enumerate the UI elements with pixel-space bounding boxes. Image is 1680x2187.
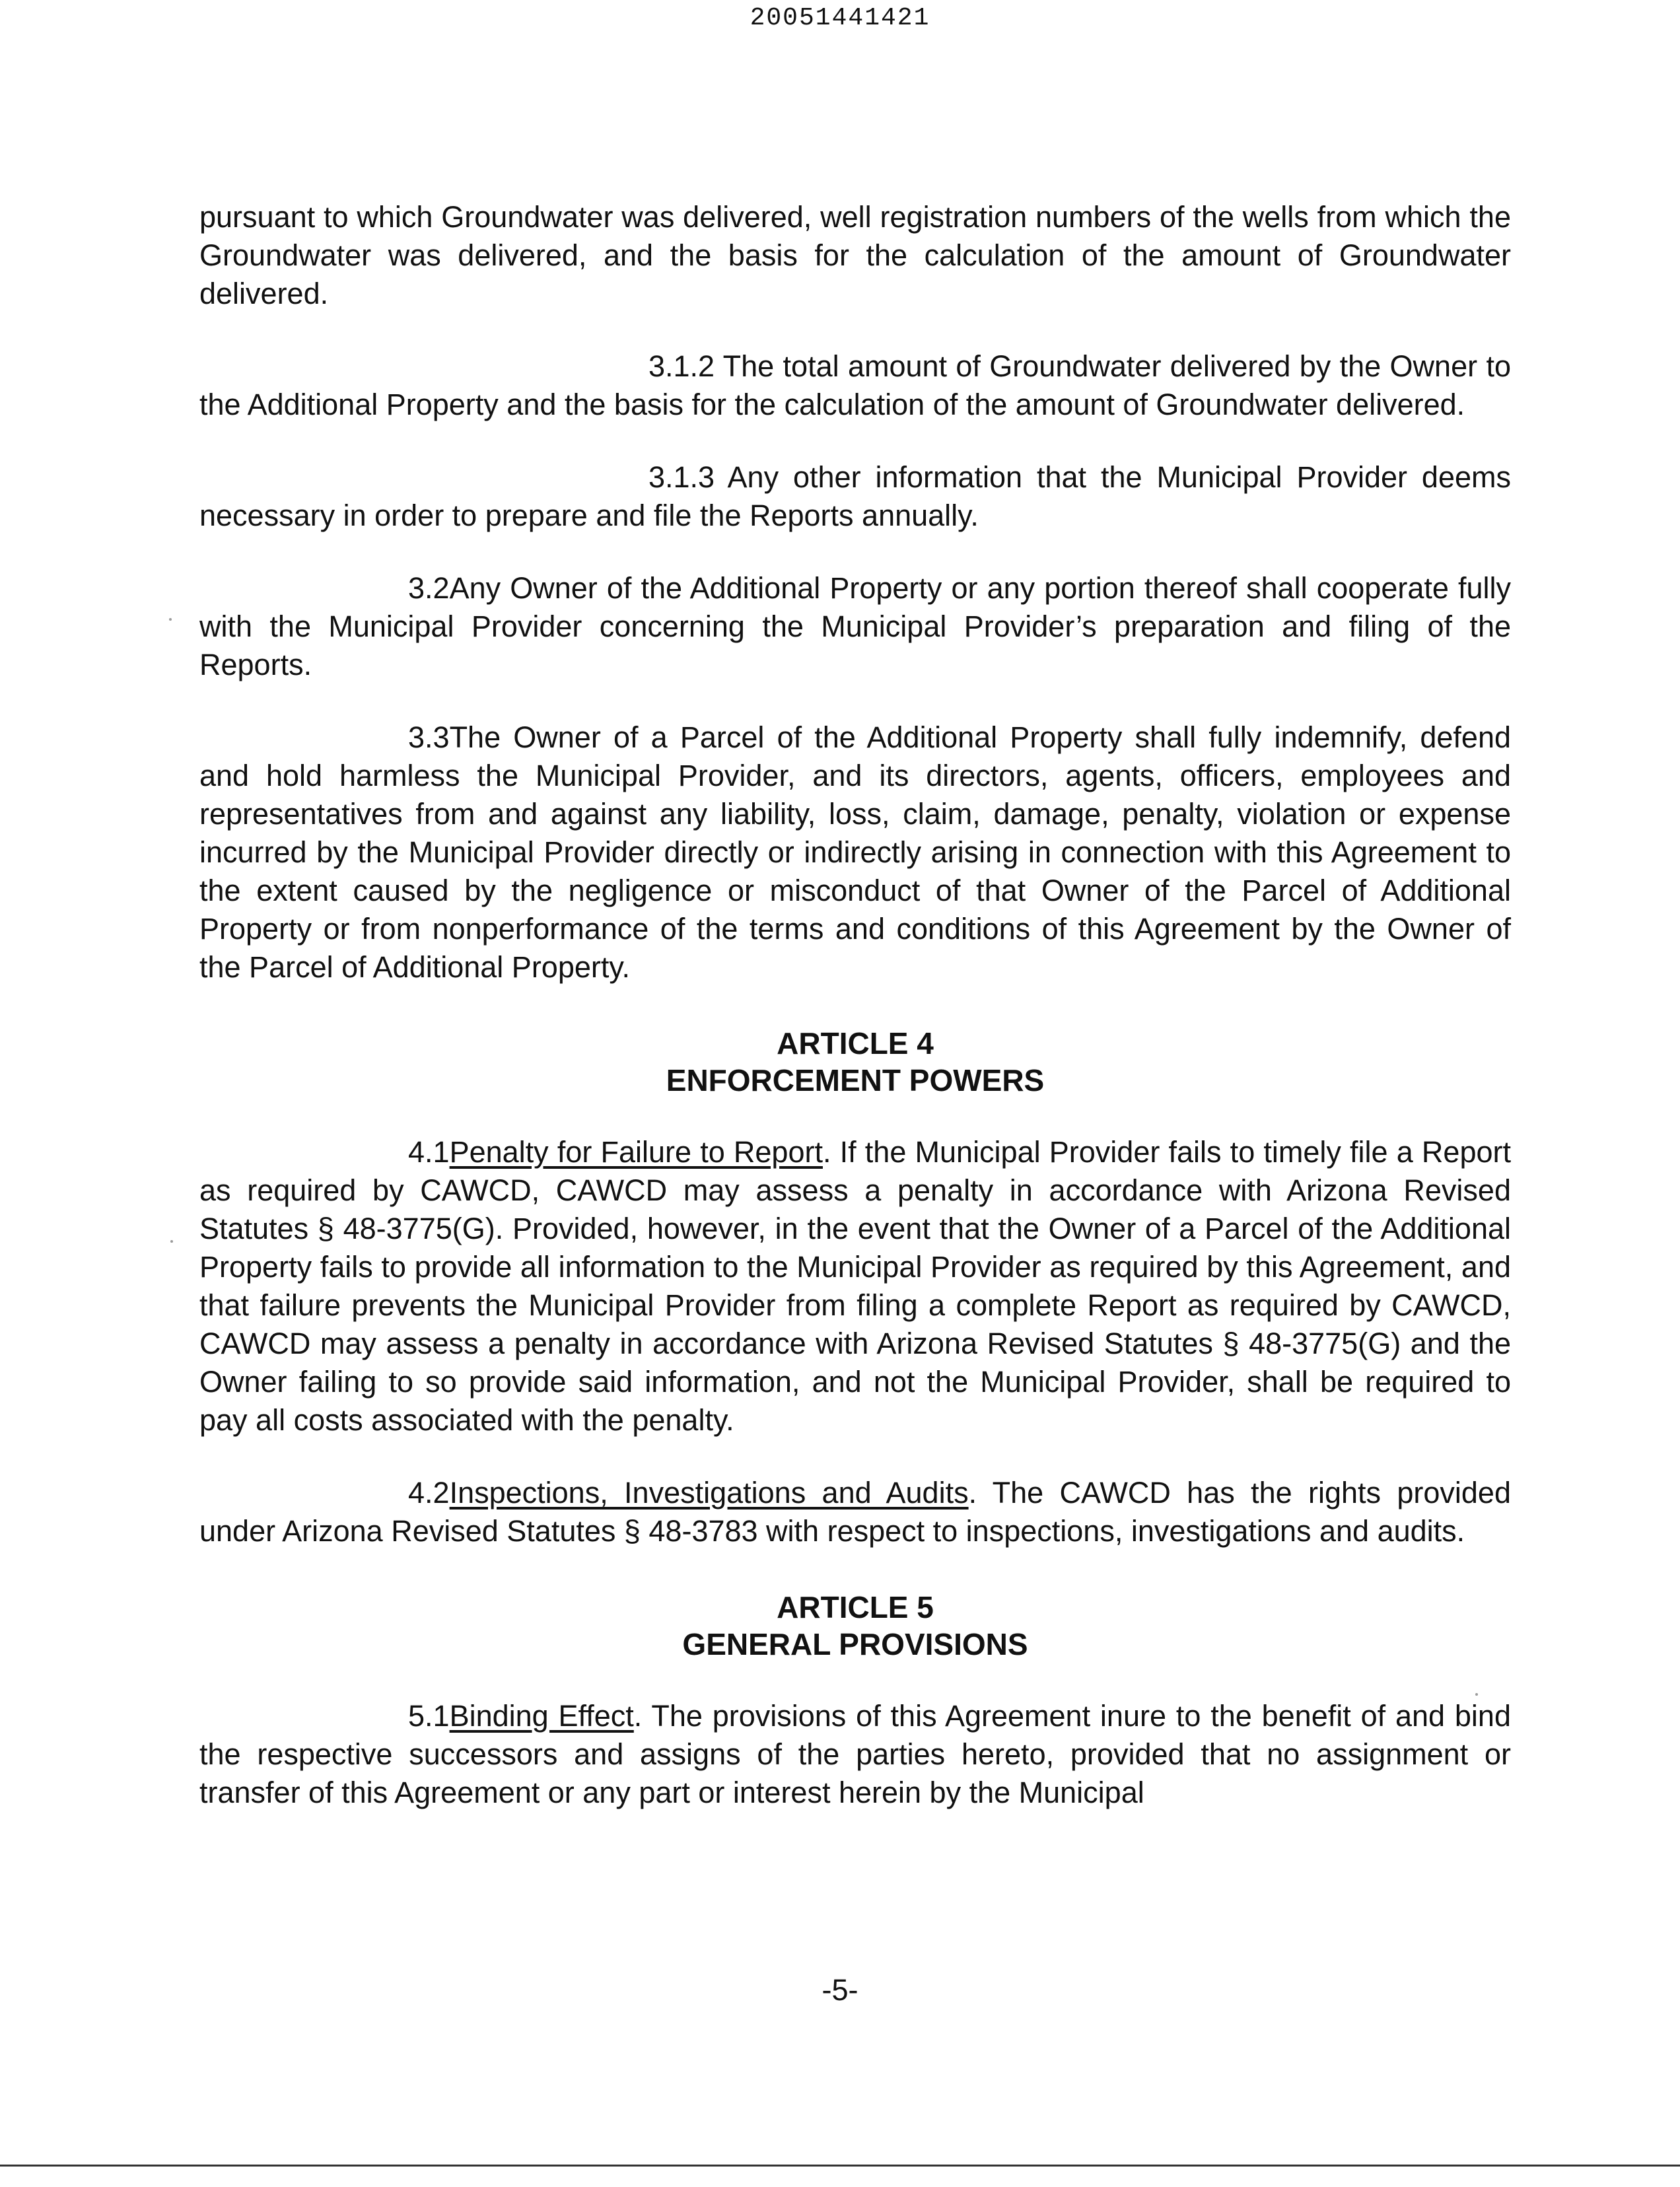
article-title: GENERAL PROVISIONS	[682, 1627, 1028, 1661]
paragraph-3-1-2	[199, 347, 1511, 424]
paragraph-continuation	[199, 198, 1511, 313]
section-text: The provisions of this Agreement inure to the benefit of and bind the respective successors and assigns of the parties hereto, provided that no assignment or transfer of this Agreement or any part or interest herein by the Municipal	[199, 1699, 1511, 1809]
page-number: -5-	[822, 1973, 858, 2007]
paragraph-text: The Owner of a Parcel of the Additional Property shall fully indemnify, defend and hold harmless the Municipal Provider, and its directors, agents, officers, employees and representatives from and against any liability, loss, claim, damage, penalty, violation or expense incurred by the Municipal Provider directly or indirectly arising in connection with this Agreement to the extent caused by the negligence or misconduct of that Owner of the Parcel of Additional Property or from nonperformance of the terms and conditions of this Agreement by the Owner of the Parcel of Additional Property.	[199, 720, 1511, 984]
section-number: 4.2	[408, 1476, 450, 1510]
paragraph-text: The total amount of Groundwater delivered by the Owner to the Additional Property and the basis for the calculation of the amount of Groundwater delivered.	[199, 349, 1511, 421]
paragraph-text: Any Owner of the Additional Property or any portion thereof shall cooperate fully with the Municipal Provider concerning the Municipal Provider’s preparation and filing of the Reports.	[199, 571, 1511, 681]
scan-speck	[169, 618, 172, 621]
scan-speck	[1475, 1693, 1478, 1696]
section-4-1: 4.1Penalty for Failure to Report. If the Municipal Provider fails to timely file a Report as required by CAWCD, CAWCD may assess a penalty in accordance with Arizona Revised Statutes § 48-3775(G). Provided, however, in the event that the Owner of a Parcel of the Additional Property fails to provide all information to the Municipal Provider as required by this Agreement, and that failure prevents the Municipal Provider from filing a complete Report as required by CAWCD, CAWCD may assess a penalty in accordance with Arizona Revised Statutes § 48-3775(G) and the Owner failing to so provide said information, and not the Municipal Provider, shall be required to pay all costs associated with the penalty.	[199, 1133, 1511, 1440]
paragraph-3-1-3	[199, 458, 1511, 535]
article-number: ARTICLE 5	[777, 1590, 934, 1624]
paragraph-3-2	[199, 569, 1511, 684]
section-number: 3.1.2	[648, 349, 715, 383]
scan-edge-line	[0, 2165, 1680, 2167]
article-5-heading	[199, 1589, 1511, 1663]
section-number: 3.1.3	[648, 460, 715, 494]
section-title: Inspections, Investigations and Audits	[449, 1476, 969, 1510]
section-number: 3.2	[408, 571, 450, 605]
page-body	[199, 198, 1511, 1812]
paragraph-3-3	[199, 718, 1511, 987]
section-text: If the Municipal Provider fails to timely file a Report as required by CAWCD, CAWCD may assess a penalty in accordance with Arizona Revised Statutes § 48-3775(G). Provided, however, in the event that the Owner of a Parcel of the Additional Property fails to provide all information to the Municipal Provider as required by this Agreement, and that failure prevents the Municipal Provider from filing a complete Report as required by CAWCD, CAWCD may assess a penalty in accordance with Arizona Revised Statutes § 48-3775(G) and the Owner failing to so provide said information, and not the Municipal Provider, shall be required to pay all costs associated with the penalty.	[199, 1135, 1511, 1437]
section-title: Binding Effect	[449, 1699, 634, 1733]
section-4-2: 4.2Inspections, Investigations and Audits. The CAWCD has the rights provided under Arizona Revised Statutes § 48-3783 with respect to inspections, investigations and audits.	[199, 1474, 1511, 1550]
article-title: ENFORCEMENT POWERS	[666, 1063, 1045, 1097]
article-4-heading	[199, 1025, 1511, 1099]
article-number: ARTICLE 4	[777, 1026, 934, 1060]
section-number: 4.1	[408, 1135, 450, 1169]
section-text: The CAWCD has the rights provided under Arizona Revised Statutes § 48-3783 with respect to inspections, investigations and audits.	[199, 1476, 1511, 1548]
document-number: 20051441421	[750, 4, 930, 32]
section-number: 3.3	[408, 720, 450, 754]
scan-speck	[170, 1240, 173, 1243]
paragraph-text: Any other information that the Municipal Provider deems necessary in order to prepare and file the Reports annually.	[199, 460, 1511, 532]
paragraph-text: pursuant to which Groundwater was delivered, well registration numbers of the wells from which the Groundwater was delivered, and the basis for the calculation of the amount of Groundwater delivered.	[199, 200, 1511, 310]
section-number: 5.1	[408, 1699, 450, 1733]
section-title: Penalty for Failure to Report	[449, 1135, 823, 1169]
section-5-1: 5.1Binding Effect. The provisions of this Agreement inure to the benefit of and bind the respective successors and assigns of the parties hereto, provided that no assignment or transfer of this Agreement or any part or interest herein by the Municipal	[199, 1697, 1511, 1812]
